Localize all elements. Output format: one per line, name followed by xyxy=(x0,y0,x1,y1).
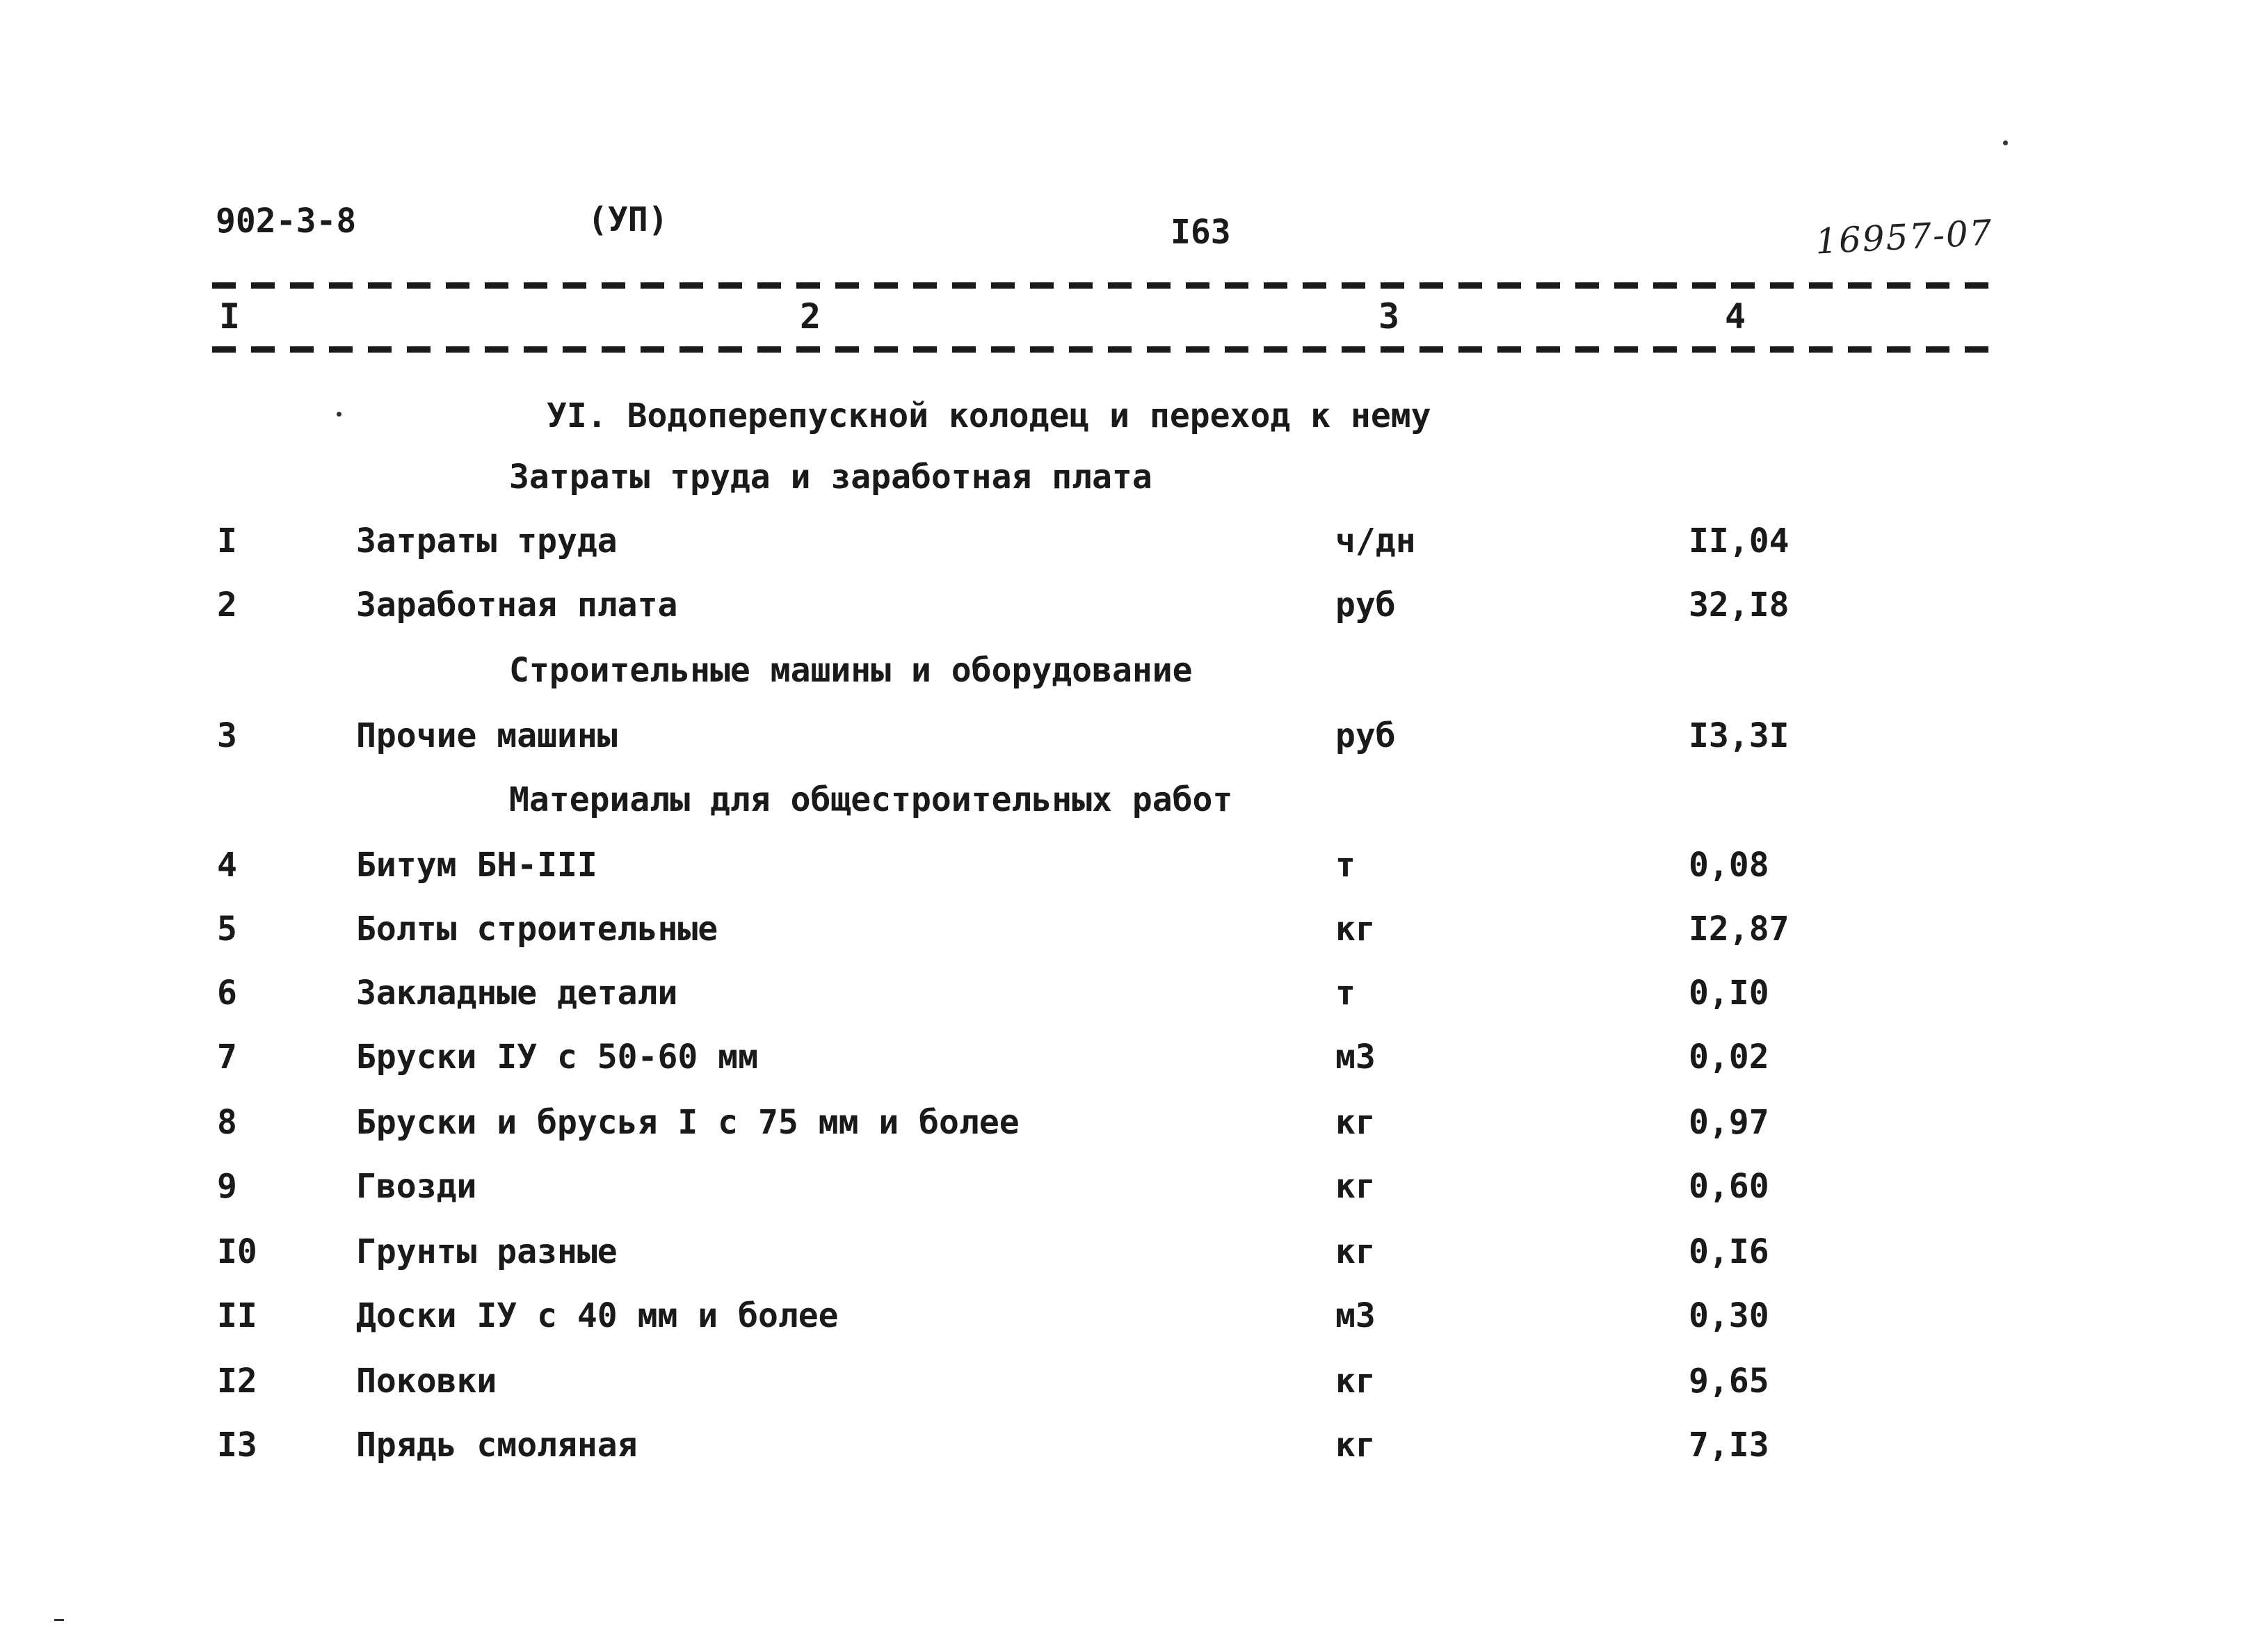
table-top-rule xyxy=(212,282,1993,289)
group-title-labor: Затраты труда и заработная плата xyxy=(509,458,1152,497)
row-name: Доски IУ с 40 мм и более xyxy=(356,1296,839,1335)
row-number: 5 xyxy=(217,910,237,949)
column-header-2: 2 xyxy=(800,296,821,337)
row-number: I3 xyxy=(217,1426,257,1465)
row-name: Закладные детали xyxy=(356,974,678,1013)
table-row xyxy=(0,522,2268,563)
row-value: I2,87 xyxy=(1689,910,1790,949)
row-number: I xyxy=(217,522,237,561)
row-unit: руб xyxy=(1335,586,1396,625)
row-unit: кг xyxy=(1335,1426,1376,1465)
table-row xyxy=(0,910,2268,951)
row-name: Прочие машины xyxy=(356,716,618,755)
row-name: Поковки xyxy=(356,1362,497,1401)
row-value: 0,02 xyxy=(1689,1038,1769,1077)
row-value: I3,3I xyxy=(1689,716,1790,755)
scan-speck xyxy=(337,412,341,417)
row-name: Заработная плата xyxy=(356,586,678,625)
section-title: УI. Водоперепускной колодец и переход к нему xyxy=(547,396,1431,435)
table-row xyxy=(0,716,2268,758)
scan-mark xyxy=(54,1619,64,1621)
row-name: Бруски и брусья I с 75 мм и более xyxy=(356,1103,1020,1142)
table-row xyxy=(0,1296,2268,1338)
row-number: II xyxy=(217,1296,257,1335)
row-unit: м3 xyxy=(1335,1296,1376,1335)
group-title-materials: Материалы для общестроительных работ xyxy=(509,780,1233,819)
row-value: 0,30 xyxy=(1689,1296,1769,1335)
table-row xyxy=(0,1103,2268,1145)
row-value: 7,I3 xyxy=(1689,1426,1769,1465)
table-row xyxy=(0,1362,2268,1403)
row-name: Гвозди xyxy=(356,1167,477,1206)
row-value: 0,I6 xyxy=(1689,1232,1769,1271)
row-name: Прядь смоляная xyxy=(356,1426,638,1465)
row-number: 7 xyxy=(217,1038,237,1077)
row-unit: кг xyxy=(1335,1103,1376,1142)
row-value: 0,60 xyxy=(1689,1167,1769,1206)
inventory-stamp: 16957-07 xyxy=(1814,212,1994,262)
row-unit: кг xyxy=(1335,1362,1376,1401)
column-header-1: I xyxy=(219,296,241,337)
scan-speck xyxy=(2003,140,2008,145)
table-row xyxy=(0,1426,2268,1467)
row-value: 32,I8 xyxy=(1689,586,1790,625)
row-value: 9,65 xyxy=(1689,1362,1769,1401)
table-row xyxy=(0,974,2268,1015)
row-name: Битум БН-III xyxy=(356,846,597,885)
row-name: Бруски IУ с 50-60 мм xyxy=(356,1038,758,1077)
row-unit: кг xyxy=(1335,910,1376,949)
row-number: 6 xyxy=(217,974,237,1013)
table-row xyxy=(0,1232,2268,1274)
row-value: 0,08 xyxy=(1689,846,1769,885)
row-number: 4 xyxy=(217,846,237,885)
row-name: Грунты разные xyxy=(356,1232,618,1271)
row-number: 8 xyxy=(217,1103,237,1142)
table-header-rule xyxy=(212,346,1993,353)
row-value: 0,97 xyxy=(1689,1103,1769,1142)
row-name: Болты строительные xyxy=(356,910,718,949)
row-number: 9 xyxy=(217,1167,237,1206)
row-value: 0,I0 xyxy=(1689,974,1769,1013)
row-name: Затраты труда xyxy=(356,522,618,561)
row-unit: руб xyxy=(1335,716,1396,755)
table-row xyxy=(0,846,2268,887)
group-title-machines: Строительные машины и оборудование xyxy=(509,651,1193,690)
table-row xyxy=(0,1167,2268,1209)
row-unit: т xyxy=(1335,846,1356,885)
table-row xyxy=(0,586,2268,627)
row-value: II,04 xyxy=(1689,522,1790,561)
row-unit: т xyxy=(1335,974,1356,1013)
row-number: 2 xyxy=(217,586,237,625)
row-unit: кг xyxy=(1335,1232,1376,1271)
row-number: I0 xyxy=(217,1232,257,1271)
doc-part: (УП) xyxy=(588,200,668,239)
column-header-4: 4 xyxy=(1725,296,1746,337)
table-row xyxy=(0,1038,2268,1079)
page-number: I63 xyxy=(1171,213,1231,252)
row-unit: м3 xyxy=(1335,1038,1376,1077)
row-unit: кг xyxy=(1335,1167,1376,1206)
row-number: I2 xyxy=(217,1362,257,1401)
row-number: 3 xyxy=(217,716,237,755)
doc-code: 902-3-8 xyxy=(216,202,357,241)
column-header-3: 3 xyxy=(1378,296,1400,337)
row-unit: ч/дн xyxy=(1335,522,1416,561)
